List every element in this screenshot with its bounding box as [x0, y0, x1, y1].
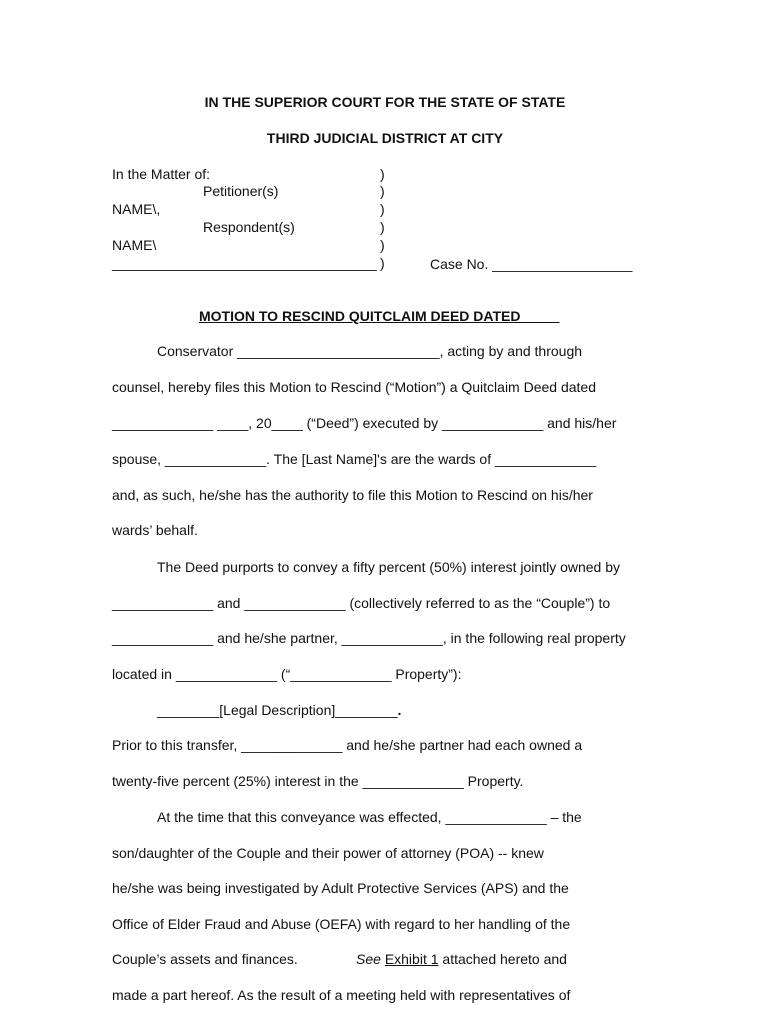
body-line: and, as such, he/she has the authority to file this Motion to Rescind on his/her: [112, 487, 593, 503]
see-signal: See: [356, 951, 381, 967]
body-line: At the time that this conveyance was effected, _____________ – the: [157, 809, 582, 825]
body-line: Office of Elder Fraud and Abuse (OEFA) with regard to her handling of the: [112, 916, 571, 932]
body-line: located in _____________ (“_____________ Property”):: [112, 666, 462, 682]
caption-underline: __________________________________: [112, 255, 377, 271]
body-line: wards’ behalf.: [112, 522, 198, 538]
exhibit-link[interactable]: Exhibit 1: [384, 951, 439, 967]
body-line: twenty-five percent (25%) interest in the _____________ Property.: [112, 773, 524, 789]
body-line: Couple’s assets and finances.: [112, 951, 298, 967]
body-line: _____________ ____, 20____ (“Deed”) executed by _____________ and his/her: [112, 415, 617, 431]
legal-description-text: ________[Legal Description]________: [157, 702, 398, 718]
motion-title-blank: _____: [520, 308, 560, 324]
exhibit-trailing: attached hereto and: [438, 951, 567, 967]
petitioner-label: Petitioner(s): [203, 183, 279, 199]
court-heading: IN THE SUPERIOR COURT FOR THE STATE OF STATE: [204, 94, 566, 110]
caption-paren: ): [380, 166, 385, 182]
body-line: _____________ and he/she partner, _____________, in the following real property: [112, 630, 626, 646]
body-line: Prior to this transfer, _____________ and he/she partner had each owned a: [112, 737, 583, 753]
body-line: spouse, _____________. The [Last Name]'s are the wards of _____________: [112, 451, 597, 467]
caption-paren: ): [380, 201, 385, 217]
caption-paren: ): [380, 237, 385, 253]
matter-label: In the Matter of:: [112, 166, 211, 182]
body-line: made a part hereof. As the result of a meeting held with representatives of: [112, 987, 571, 1003]
petitioner-name: NAME\,: [112, 201, 161, 217]
body-line: son/daughter of the Couple and their power of attorney (POA) -- knew: [112, 845, 544, 861]
case-number: Case No. __________________: [430, 256, 633, 272]
caption-paren: ): [380, 183, 385, 199]
respondent-label: Respondent(s): [203, 219, 295, 235]
motion-title-text: MOTION TO RESCIND QUITCLAIM DEED DATED: [199, 308, 521, 324]
caption-paren: ): [380, 219, 385, 235]
caption-paren: ): [380, 255, 385, 271]
exhibit-reference: [356, 951, 567, 967]
respondent-name: NAME\: [112, 237, 157, 253]
body-line: he/she was being investigated by Adult Protective Services (APS) and the: [112, 880, 569, 896]
body-line: _____________ and _____________ (collectively referred to as the “Couple”) to: [112, 595, 611, 611]
legal-description-period: .: [397, 702, 402, 718]
district-heading: THIRD JUDICIAL DISTRICT AT CITY: [266, 130, 504, 146]
body-line: The Deed purports to convey a fifty percent (50%) interest jointly owned by: [157, 559, 621, 575]
body-line: Conservator __________________________, acting by and through: [157, 343, 583, 359]
legal-description: [157, 702, 401, 718]
body-line: counsel, hereby files this Motion to Rescind (“Motion”) a Quitclaim Deed dated: [112, 379, 596, 395]
motion-title: [199, 308, 559, 324]
